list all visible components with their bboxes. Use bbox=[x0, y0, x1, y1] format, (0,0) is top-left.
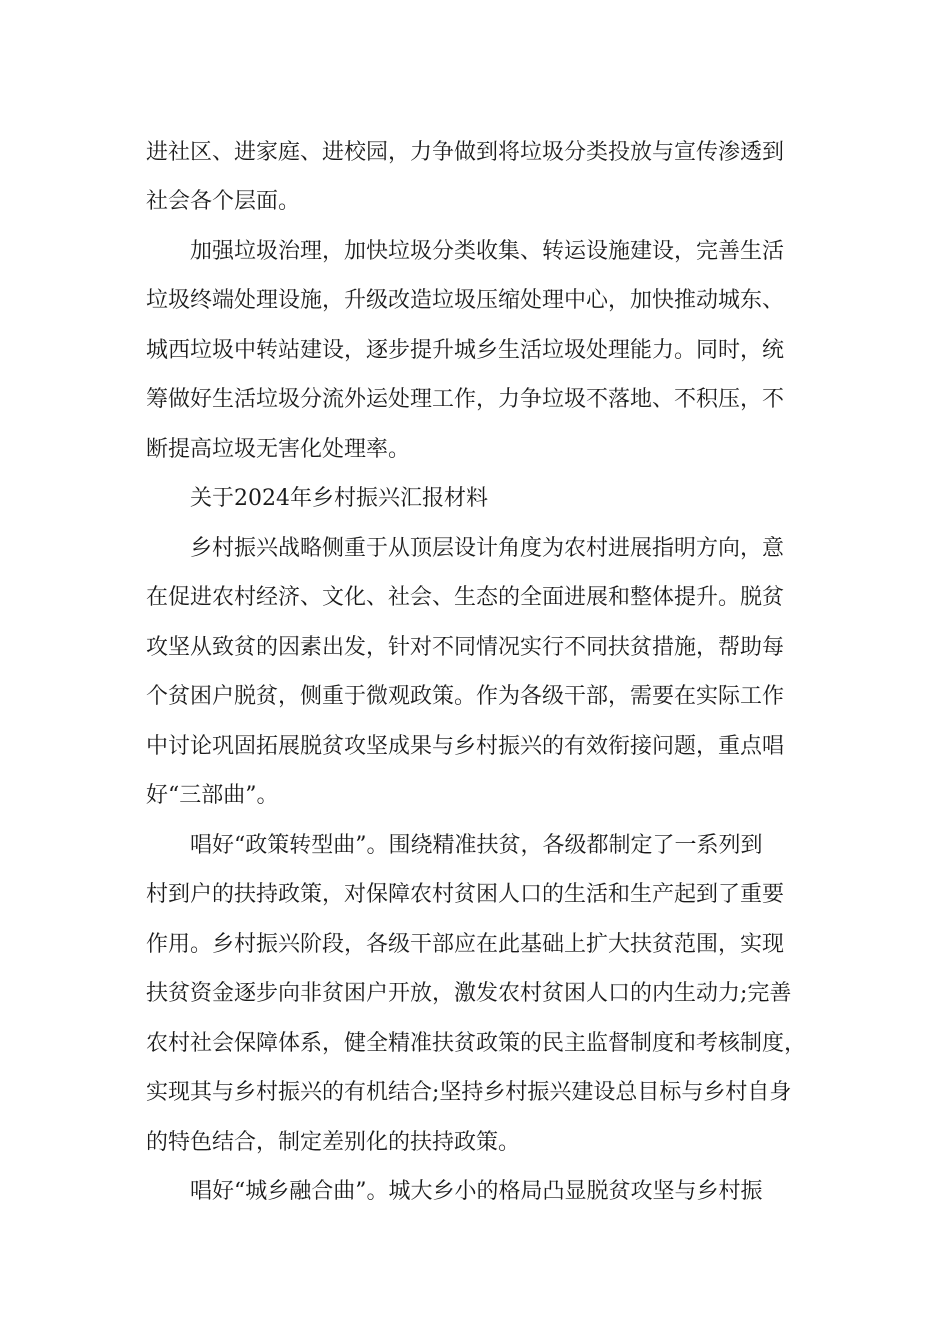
text-line bbox=[0, 1118, 950, 1168]
text-line-content: 好“三部曲”。 bbox=[146, 783, 279, 808]
text-line bbox=[0, 623, 950, 673]
text-line-content: 筹做好生活垃圾分流外运处理工作，力争垃圾不落地、不积压，不 bbox=[146, 387, 785, 412]
text-line-content: 断提高垃圾无害化处理率。 bbox=[146, 437, 411, 462]
text-line bbox=[0, 1068, 950, 1118]
text-line bbox=[0, 870, 950, 920]
text-line bbox=[0, 771, 950, 821]
paragraph-first-line bbox=[0, 821, 950, 871]
section-title bbox=[0, 474, 950, 524]
text-line-content: 乡村振兴战略侧重于从顶层设计角度为农村进展指明方向，意 bbox=[190, 536, 785, 561]
text-line bbox=[0, 573, 950, 623]
text-line bbox=[0, 128, 950, 178]
text-line-content: 城西垃圾中转站建设，逐步提升城乡生活垃圾处理能力。同时，统 bbox=[146, 338, 785, 363]
text-line-content: 扶贫资金逐步向非贫困户开放，激发农村贫困人口的内生动力;完善 bbox=[146, 981, 792, 1006]
text-line bbox=[0, 969, 950, 1019]
text-line bbox=[0, 177, 950, 227]
text-line-content: 在促进农村经济、文化、社会、生态的全面进展和整体提升。脱贫 bbox=[146, 585, 785, 610]
text-line-content: 中讨论巩固拓展脱贫攻坚成果与乡村振兴的有效衔接问题，重点唱 bbox=[146, 734, 785, 759]
text-line bbox=[0, 672, 950, 722]
text-line-content: 个贫困户脱贫，侧重于微观政策。作为各级干部，需要在实际工作 bbox=[146, 684, 785, 709]
text-line-content: 进社区、进家庭、进校园，力争做到将垃圾分类投放与宣传渗透到 bbox=[146, 140, 785, 165]
text-line-content: 加强垃圾治理，加快垃圾分类收集、转运设施建设，完善生活 bbox=[190, 239, 785, 264]
text-line-content: 实现其与乡村振兴的有机结合;坚持乡村振兴建设总目标与乡村自身 bbox=[146, 1080, 792, 1105]
text-line-content: 村到户的扶持政策，对保障农村贫困人口的生活和生产起到了重要 bbox=[146, 882, 785, 907]
paragraph-first-line bbox=[0, 227, 950, 277]
text-line-content: 作用。乡村振兴阶段，各级干部应在此基础上扩大扶贫范围，实现 bbox=[146, 932, 785, 957]
text-line bbox=[0, 276, 950, 326]
text-line bbox=[0, 375, 950, 425]
paragraph-first-line bbox=[0, 524, 950, 574]
text-line-content: 农村社会保障体系，健全精准扶贫政策的民主监督制度和考核制度， bbox=[146, 1031, 807, 1056]
text-line-content: 攻坚从致贫的因素出发，针对不同情况实行不同扶贫措施，帮助每 bbox=[146, 635, 785, 660]
paragraph-first-line bbox=[0, 1167, 950, 1217]
text-line bbox=[0, 425, 950, 475]
text-line-content: 垃圾终端处理设施，升级改造垃圾压缩处理中心，加快推动城东、 bbox=[146, 288, 785, 313]
text-line-content: 社会各个层面。 bbox=[146, 189, 301, 214]
text-line bbox=[0, 1019, 950, 1069]
text-line-content: 的特色结合，制定差别化的扶持政策。 bbox=[146, 1130, 521, 1155]
text-line bbox=[0, 326, 950, 376]
text-line bbox=[0, 722, 950, 772]
section-title-text: 关于2024年乡村振兴汇报材料 bbox=[190, 486, 488, 511]
text-line bbox=[0, 920, 950, 970]
text-line-content: 唱好“政策转型曲”。围绕精准扶贫，各级都制定了一系列到 bbox=[190, 833, 763, 858]
text-line-content: 唱好“城乡融合曲”。城大乡小的格局凸显脱贫攻坚与乡村振 bbox=[190, 1179, 763, 1204]
